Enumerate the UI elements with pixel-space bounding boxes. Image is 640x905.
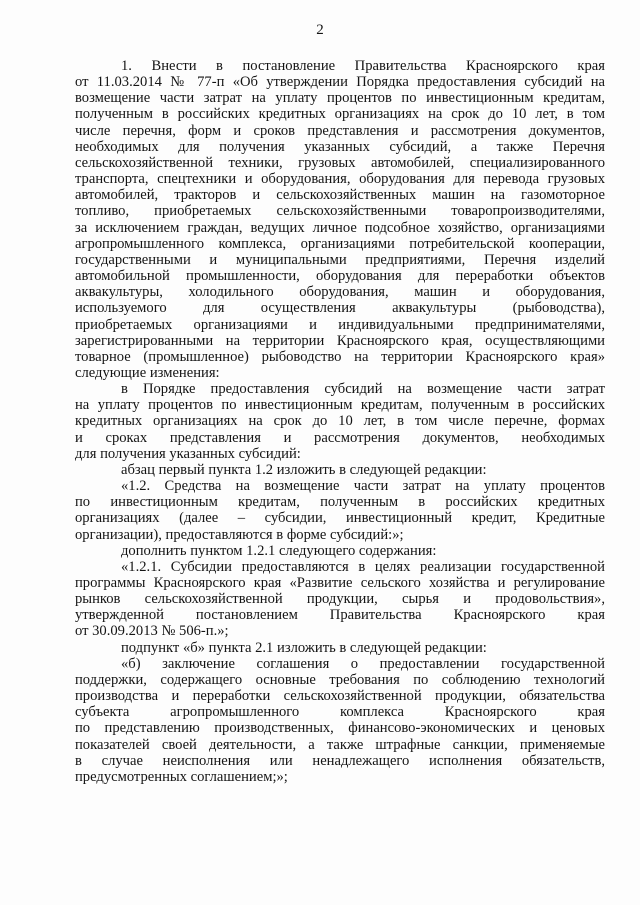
text-line: приобретаемых организациями и индивидуальными предпринимателями, (75, 316, 605, 333)
text-line: сельскохозяйственной техники, грузовых автомобилей, специализированного (75, 154, 605, 171)
text-line: «1.2. Средства на возмещение части затрат на уплату процентов (121, 478, 605, 495)
text-line: транспорта, спецтехники и оборудования, оборудования для перевода грузовых (75, 171, 605, 188)
text-line: необходимых для получения указанных субсидий, а также Перечня (75, 138, 605, 155)
text-line: для получения указанных субсидий: (75, 445, 301, 462)
text-line: автомобилей, тракторов и сельскохозяйственных машин на газомоторное (75, 187, 605, 204)
text-line: «б) заключение соглашения о предоставлении государственной (121, 655, 605, 672)
paragraph (75, 559, 605, 640)
text-line: предусмотренных соглашением;»; (75, 768, 288, 785)
text-line: автомобильной промышленности, оборудования для переработки объектов (75, 268, 605, 285)
text-line: в Порядке предоставления субсидий на возмещение части затрат (121, 381, 605, 398)
text-line: дополнить пунктом 1.2.1 следующего содержания: (121, 542, 437, 559)
text-line: товарное (промышленное) рыбоводство на территории Красноярского края» (75, 348, 605, 365)
text-line: по представлению производственных, финансово-экономических и ценовых (75, 720, 605, 737)
text-line: топливо, приобретаемых сельскохозяйственными товаропроизводителями, (75, 203, 605, 220)
text-line: аквакультуры, холодильного оборудования, машин и оборудования, (75, 284, 605, 301)
text-line: используемого для осуществления аквакультуры (рыбоводства), (75, 300, 605, 317)
text-line: организациях (далее – субсидии, инвестиционный кредит, Кредитные (75, 510, 605, 527)
text-line: от 30.09.2013 № 506-п.»; (75, 623, 229, 640)
text-line: за исключением граждан, ведущих личное подсобное хозяйство, организациями (75, 219, 605, 236)
text-line: утвержденной постановлением Правительства Красноярского края (75, 607, 605, 624)
text-line: от 11.03.2014 № 77-п «Об утверждении Порядка предоставления субсидий на (75, 74, 605, 91)
text-line: в случае неисполнения или ненадлежащего исполнения обязательств, (75, 752, 605, 769)
paragraph (75, 640, 605, 656)
text-line: абзац первый пункта 1.2 изложить в следующей редакции: (121, 461, 487, 478)
paragraph (75, 478, 605, 543)
paragraph (75, 381, 605, 462)
text-line: полученным в российских кредитных организациях на срок до 10 лет, в том (75, 106, 605, 123)
text-line: по инвестиционным кредитам, полученным в российских кредитных (75, 494, 605, 511)
text-line: организации), предоставляются в форме субсидий:»; (75, 526, 404, 543)
paragraph (75, 543, 605, 559)
text-line: следующие изменения: (75, 364, 220, 381)
page-number: 2 (316, 22, 324, 38)
paragraph (75, 58, 605, 381)
text-line: программы Красноярского края «Развитие сельского хозяйства и регулирование (75, 575, 605, 591)
text-line: показателей своей деятельности, а также штрафные санкции, применяемые (75, 736, 605, 753)
text-line: зарегистрированными на территории Красноярского края, осуществляющими (75, 332, 605, 349)
text-line: возмещение части затрат на уплату процентов по инвестиционным кредитам, (75, 90, 605, 107)
text-line: числе перечня, форм и сроков представления и рассмотрения документов, (75, 122, 605, 139)
document-body (75, 58, 605, 785)
text-line: поддержки, содержащего основные требования по соблюдению технологий (75, 671, 605, 688)
text-line: подпункт «б» пункта 2.1 изложить в следующей редакции: (121, 639, 487, 656)
text-line: 1. Внести в постановление Правительства Красноярского края (121, 58, 605, 74)
text-line: и сроках представления и рассмотрения документов, необходимых (75, 429, 605, 446)
text-line: производства и переработки сельскохозяйственной продукции, обязательства (75, 688, 605, 705)
text-line: на уплату процентов по инвестиционным кредитам, полученным в российских (75, 397, 605, 414)
text-line: кредитных организациях на срок до 10 лет, в том числе перечне, формах (75, 413, 605, 430)
text-line: агропромышленного комплекса, организациями потребительской кооперации, (75, 235, 605, 252)
text-line: государственными и муниципальными предприятиями, Перечня изделий (75, 251, 605, 268)
paragraph (75, 656, 605, 785)
text-line: «1.2.1. Субсидии предоставляются в целях реализации государственной (121, 558, 605, 575)
text-line: рынков сельскохозяйственной продукции, сырья и продовольствия», (75, 591, 605, 608)
paragraph (75, 462, 605, 478)
text-line: субъекта агропромышленного комплекса Красноярского края (75, 704, 605, 721)
